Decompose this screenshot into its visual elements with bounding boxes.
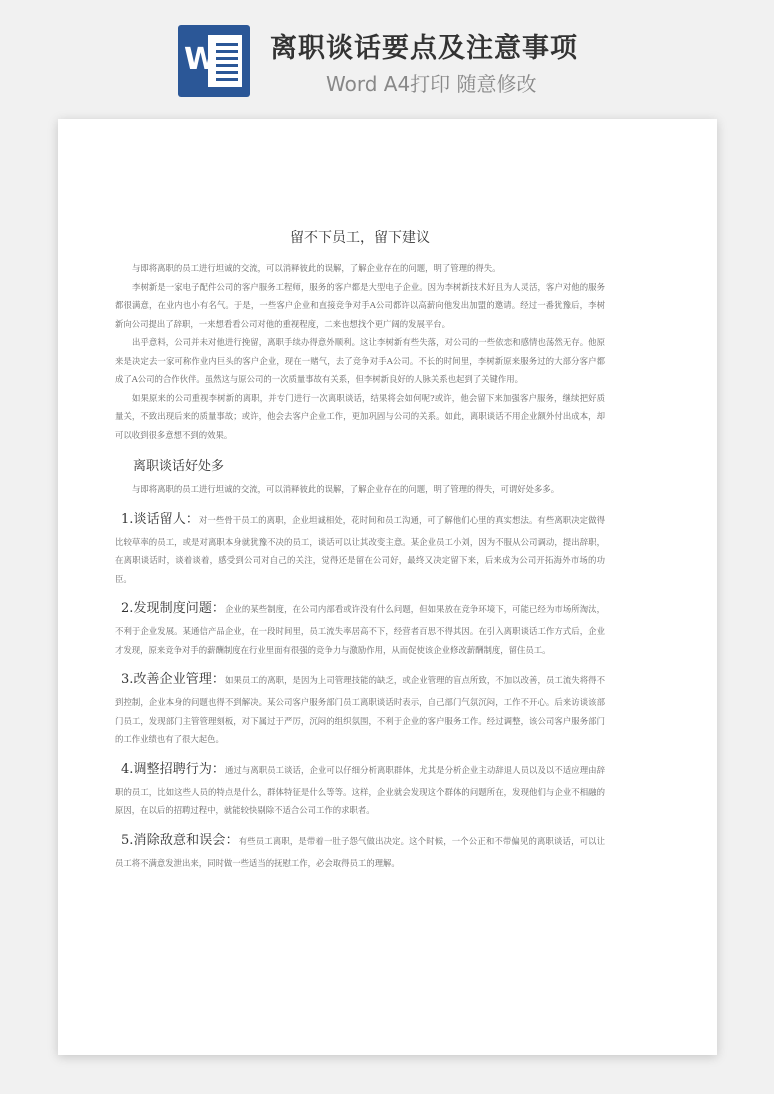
point-item — [115, 596, 605, 659]
page-title: 离职谈话要点及注意事项 — [270, 33, 578, 64]
point-text: 通过与离职员工谈话，企业可以仔细分析离职群体，尤其是分析企业主动辞退人员以及以不适应理由辞职的员工，比如这些人员的特点是什么，群体特征是什么等等。这样，企业就会发现这个群体的问题所在，发现他们与企业不相融的原因，在以后的招聘过程中，就能较快剔除不适合公司工作的求职者。 — [115, 764, 606, 815]
point-item — [115, 507, 605, 589]
section-title: 离职谈话好处多 — [133, 459, 225, 474]
paragraph: 出乎意料，公司并未对他进行挽留，离职手续办得意外顺利。这让李树新有些失落，对公司的一些依恋和感情也荡然无存。他原来是决定去一家可称作业内巨头的客户企业，现在一赌气，去了竞争对手A公司。不长的时间里，李树新原来服务过的大部分客户都成了A公司的合作伙伴。虽然这与原公司的一次质量事故有关系，但李树新良好的人脉关系也起到了关键作用。 — [115, 337, 605, 384]
point-heading: 3.改善企业管理： — [121, 672, 225, 687]
point-heading: 4.调整招聘行为： — [121, 761, 225, 777]
point-heading: 1.谈话留人： — [121, 511, 199, 527]
paragraph: 如果原来的公司重视李树新的离职，并专门进行一次离职谈话，结果将会如何呢?或许，他会留下来加强客户服务，继续把好质量关，不致出现后来的质量事故；或许，他会去客户企业工作，更加巩固与公司的关系。如此，离职谈话不用企业额外付出成本，却可以收到很多意想不到的效果。 — [115, 392, 605, 440]
document-title: 留不下员工，留下建议 — [290, 230, 430, 246]
document-content — [115, 227, 605, 872]
point-item — [115, 828, 605, 873]
point-text: 有些员工离职，是带着一肚子怨气做出决定。这个时候，一个公正和不带偏见的离职谈话，可以让员工将不满意发泄出来，同时做一些适当的抚慰工作，必会取得员工的理解。 — [115, 835, 606, 868]
point-item — [115, 667, 605, 749]
paragraph: 与即将离职的员工进行坦诚的交流，可以消释彼此的误解，了解企业存在的问题，明了管理的得失。 — [132, 263, 501, 273]
section-intro: 与即将离职的员工进行坦诚的交流，可以消释彼此的误解，了解企业存在的问题，明了管理的得失，可谓好处多多。 — [132, 484, 560, 494]
word-icon — [178, 25, 250, 97]
point-text: 对一些骨干员工的离职，企业坦诚相处，花时间和员工沟通，可了解他们心里的真实想法。有些离职决定做得比较草率的员工，或是对离职本身就犹豫不决的员工，谈话可以让其改变主意。某企业员工小刘，因为不服从公司调动，提出辞职，在离职谈话时，谈着谈着，感受到公司对自己的关注，觉得还是留在公司好，最终又决定留下来，后来成为公司开拓海外市场的功臣。 — [115, 514, 606, 584]
point-text: 如果员工的离职，是因为上司管理技能的缺乏，或企业管理的盲点所致，不加以改善，员工流失将得不到控制，企业本身的问题也得不到解决。某公司客户服务部门员工离职谈话时表示，自己部门气氛沉闷，工作不开心。后来访谈该部门员工，发现部门主管管理刻板，对下属过于严厉，沉闷的组织氛围，不利于企业的客户服务工作。经过调整，该公司客户服务部门的工作业绩也有了很大起色。 — [115, 675, 606, 744]
point-item — [115, 757, 605, 820]
point-heading: 5.消除敌意和误会： — [121, 832, 239, 848]
paragraph: 李树新是一家电子配件公司的客户服务工程师，服务的客户都是大型电子企业。因为李树新技术好且为人灵活，客户对他的服务都很满意，在业内也小有名气。于是，一些客户企业和直接竞争对手A公司都许以高薪向他发出加盟的邀请。经过一番犹豫后，李树新向公司提出了辞职，一来想看看公司对他的重视程度，二来也想找个更广阔的发展平台。 — [115, 281, 605, 329]
page-subtitle: Word A4打印 随意修改 — [326, 72, 537, 96]
word-letter: W — [184, 42, 218, 77]
point-heading: 2.发现制度问题： — [121, 601, 225, 616]
point-text: 企业的某些制度，在公司内部看或许没有什么问题，但如果放在竞争环境下，可能已经为市场所淘汰，不利于企业发展。某通信产品企业，在一段时间里，员工流失率居高不下，经营者百思不得其因。在引入离职谈话工作方式后，企业才发现，原来竞争对手的薪酬制度在行业里面有很强的竞争力与激励作用，从而促使该企业修改薪酬制度，留住员工。 — [115, 604, 606, 655]
header — [0, 0, 774, 110]
